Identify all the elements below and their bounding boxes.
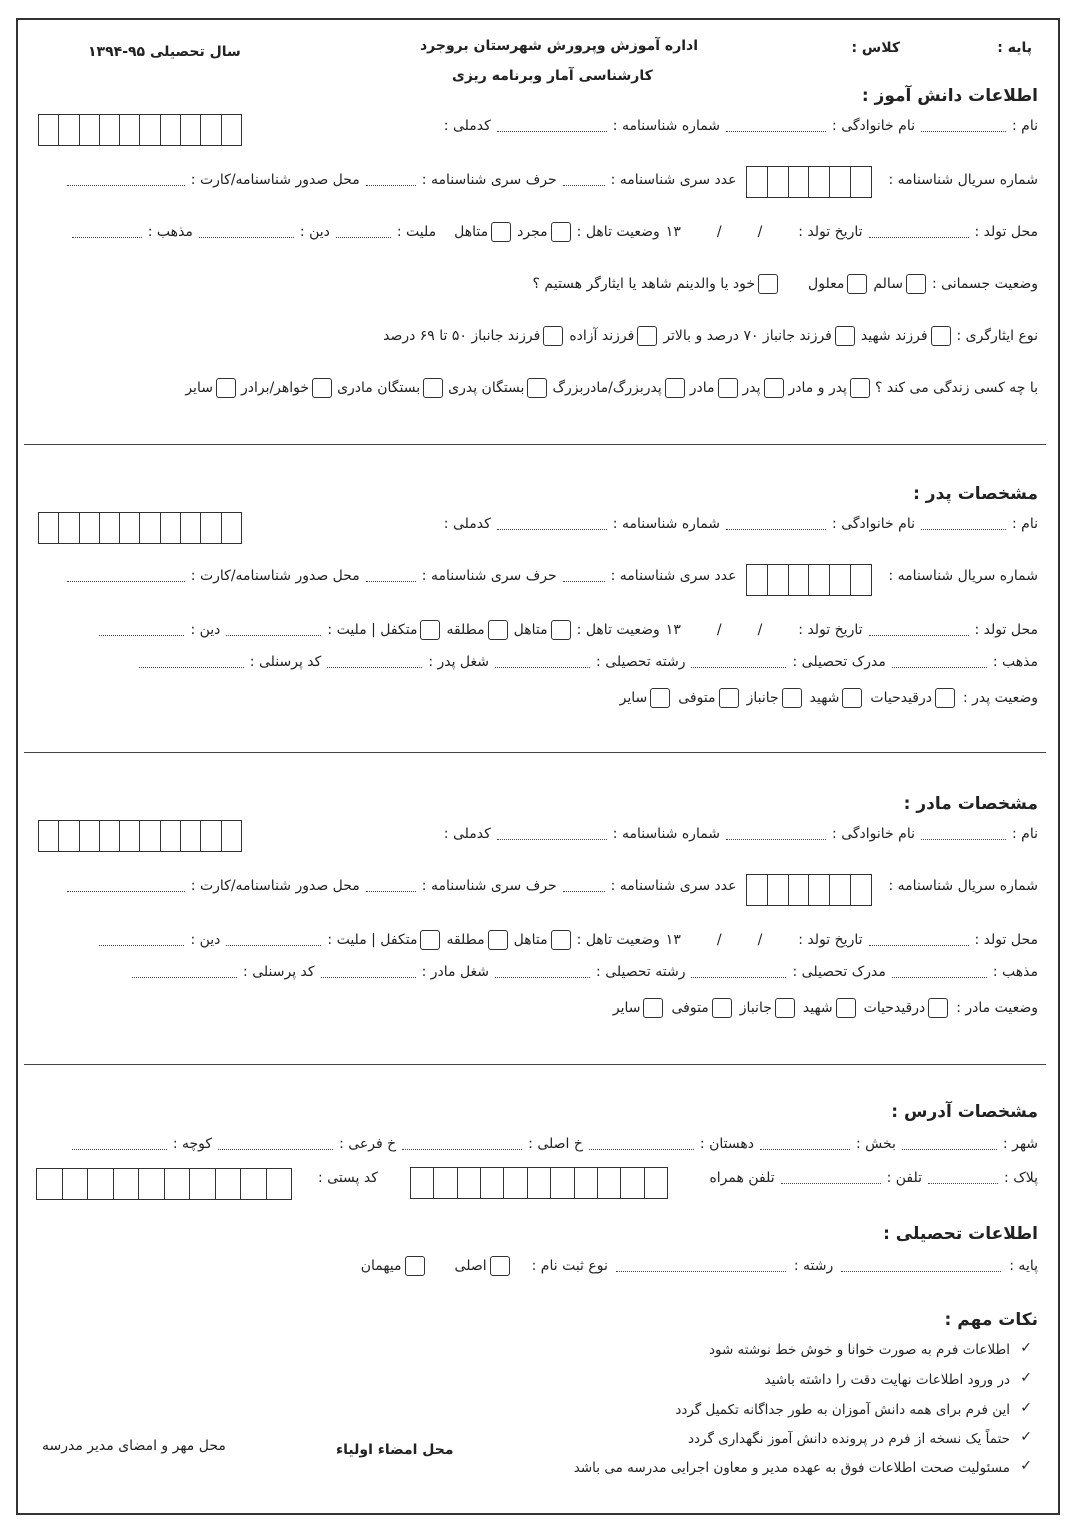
student-row-physical: [533, 274, 1038, 294]
mother-field-field[interactable]: [495, 967, 590, 978]
name-label: نام :: [1012, 826, 1038, 842]
lives-1-label: پدر و مادر: [788, 380, 847, 396]
lives-3-label: مادر: [689, 380, 715, 396]
veteran-label: جانباز: [746, 690, 779, 706]
sacrifice-4-label: فرزند جانباز ۵۰ تا ۶۹ درصد: [383, 328, 541, 344]
edu-title: اطلاعات تحصیلی :: [883, 1224, 1038, 1244]
disabled-label: معلول: [808, 276, 845, 292]
idno-label: شماره شناسنامه :: [612, 826, 721, 842]
header-dept: کارشناسی آمار وبرنامه ریزی: [452, 68, 653, 84]
address-title: مشخصات آدرس :: [891, 1102, 1038, 1122]
lives-2-checkbox[interactable]: [764, 378, 784, 398]
personnel-label: کد پرسنلی :: [249, 654, 322, 670]
year-prefix: ۱۳: [665, 932, 681, 948]
plaque-field[interactable]: [928, 1173, 998, 1184]
issue-field[interactable]: [67, 175, 185, 186]
father-serial-boxes[interactable]: [746, 564, 872, 596]
father-job-field[interactable]: [327, 657, 422, 668]
name-field[interactable]: [921, 121, 1006, 132]
family-field[interactable]: [726, 121, 826, 132]
father-divorced-checkbox[interactable]: [488, 620, 508, 640]
marital-label: وضعیت تاهل :: [576, 932, 660, 948]
sacrifice-4-checkbox[interactable]: [543, 326, 563, 346]
father-series-letter-field[interactable]: [366, 571, 416, 582]
martyr-family-label: خود یا والدینم شاهد یا ایثارگر هستیم ؟: [532, 276, 756, 292]
sacrifice-2-checkbox[interactable]: [835, 326, 855, 346]
father-married-checkbox[interactable]: [551, 620, 571, 640]
reg-main-label: اصلی: [454, 1258, 487, 1274]
field-label: رشته تحصیلی :: [596, 654, 686, 670]
father-row-birth: [99, 620, 1038, 640]
note-item: در ورود اطلاعات نهایت دقت را داشته باشید: [764, 1372, 1010, 1388]
marital-label: وضعیت تاهل :: [576, 224, 660, 240]
mother-row-birth: [99, 930, 1038, 950]
martyr-family-checkbox[interactable]: [758, 274, 778, 294]
healthy-label: سالم: [873, 276, 903, 292]
family-label: نام خانوادگی :: [832, 516, 915, 532]
note-item: حتماً یک نسخه از فرم در پرونده دانش آموز نگهداری گردد: [687, 1431, 1010, 1447]
sacrifice-3-checkbox[interactable]: [637, 326, 657, 346]
date-slash: /: [757, 224, 763, 240]
birthdate-label: تاریخ تولد :: [798, 224, 863, 240]
postal-code-boxes[interactable]: [36, 1168, 292, 1200]
plaque-label: پلاک :: [1004, 1170, 1038, 1186]
lives-6-checkbox[interactable]: [423, 378, 443, 398]
mobile-label: تلفن همراه: [709, 1170, 775, 1186]
degree-label: مدرک تحصیلی :: [792, 654, 886, 670]
phone-label: تلفن :: [886, 1170, 923, 1186]
married-label: متاهل: [454, 224, 489, 240]
series-num-field[interactable]: [563, 175, 605, 186]
mother-row-serial: [67, 878, 1038, 894]
date-slash: /: [757, 622, 763, 638]
mother-national-code-boxes[interactable]: [38, 820, 242, 852]
mother-veteran-checkbox[interactable]: [775, 998, 795, 1018]
lives-2-label: پدر: [742, 380, 761, 396]
student-title: اطلاعات دانش آموز :: [861, 86, 1038, 106]
degree-label: مدرک تحصیلی :: [792, 964, 886, 980]
reg-guest-label: میهمان: [360, 1258, 402, 1274]
divorced-label: مطلقه: [446, 932, 485, 948]
father-nationality-field[interactable]: [226, 625, 321, 636]
lives-5-checkbox[interactable]: [527, 378, 547, 398]
religion-label: دین :: [190, 932, 221, 948]
religion-label: دین :: [299, 224, 330, 240]
mother-family-field[interactable]: [726, 829, 826, 840]
married-label: متاهل: [513, 932, 548, 948]
address-row-2: [709, 1170, 1038, 1186]
student-row-lives: [185, 378, 1038, 398]
lives-8-label: سایر: [185, 380, 213, 396]
name-label: نام :: [1012, 118, 1038, 134]
mother-serial-boxes[interactable]: [746, 874, 872, 906]
alley-field[interactable]: [72, 1139, 167, 1150]
father-degree-field[interactable]: [691, 657, 786, 668]
mother-religion-field[interactable]: [99, 935, 184, 946]
mother-martyr-checkbox[interactable]: [836, 998, 856, 1018]
job-label: شغل پدر :: [428, 654, 490, 670]
header-class: کلاس :: [851, 40, 900, 56]
header-year: سال تحصیلی ۹۵-۱۳۹۴: [88, 44, 241, 60]
father-other-checkbox[interactable]: [650, 688, 670, 708]
lives-6-label: بستگان مادری: [337, 380, 421, 396]
mother-row-status: [613, 998, 1038, 1018]
series-letter-label: حرف سری شناسنامه :: [421, 878, 557, 894]
check-icon: ✓: [1020, 1370, 1032, 1386]
name-label: نام :: [1012, 516, 1038, 532]
student-row-sacrifice: [383, 326, 1038, 346]
edu-field-label: رشته :: [793, 1258, 834, 1274]
father-row-serial: [67, 568, 1038, 584]
physical-label: وضعیت جسمانی :: [931, 276, 1038, 292]
family-label: نام خانوادگی :: [832, 826, 915, 842]
divider: [24, 752, 1046, 753]
father-veteran-checkbox[interactable]: [782, 688, 802, 708]
mother-married-checkbox[interactable]: [551, 930, 571, 950]
deceased-label: متوفی: [678, 690, 716, 706]
issue-label: محل صدور شناسنامه/کارت :: [190, 878, 360, 894]
date-slash: /: [716, 622, 722, 638]
serial-label: شماره سریال شناسنامه :: [888, 172, 1038, 188]
nationality-label: ملیت :: [396, 224, 437, 240]
other-label: سایر: [619, 690, 648, 706]
veteran-label: جانباز: [739, 1000, 772, 1016]
parents-signature-label: محل امضاء اولیاء: [336, 1442, 454, 1458]
sacrifice-1-label: فرزند شهید: [860, 328, 928, 344]
rural-label: دهستان :: [699, 1136, 754, 1152]
family-label: نام خانوادگی :: [832, 118, 915, 134]
field-label: رشته تحصیلی :: [596, 964, 686, 980]
edu-grade-label: پایه :: [1009, 1258, 1038, 1274]
issue-label: محل صدور شناسنامه/کارت :: [190, 568, 360, 584]
mother-alive-checkbox[interactable]: [928, 998, 948, 1018]
phone-field[interactable]: [781, 1173, 881, 1184]
mother-divorced-checkbox[interactable]: [488, 930, 508, 950]
disabled-checkbox[interactable]: [847, 274, 867, 294]
alley-label: کوچه :: [172, 1136, 213, 1152]
birthdate-label: تاریخ تولد :: [798, 622, 863, 638]
healthy-checkbox[interactable]: [906, 274, 926, 294]
lives-1-checkbox[interactable]: [850, 378, 870, 398]
mother-degree-field[interactable]: [691, 967, 786, 978]
idno-field[interactable]: [497, 121, 607, 132]
father-issue-field[interactable]: [67, 571, 185, 582]
reg-type-label: نوع ثبت نام :: [531, 1258, 608, 1274]
birthplace-label: محل تولد :: [974, 932, 1038, 948]
student-serial-boxes[interactable]: [746, 166, 872, 198]
father-series-num-field[interactable]: [563, 571, 605, 582]
serial-label: شماره سریال شناسنامه :: [888, 878, 1038, 894]
mother-row-edu: [132, 964, 1038, 980]
divider: [24, 444, 1046, 445]
father-row-status: [620, 688, 1038, 708]
main-street-field[interactable]: [402, 1139, 522, 1150]
father-religion-field[interactable]: [99, 625, 184, 636]
check-icon: ✓: [1020, 1458, 1032, 1474]
lives-4-label: پدربزرگ/مادربزرگ: [552, 380, 662, 396]
sect-label: مذهب :: [147, 224, 193, 240]
check-icon: ✓: [1020, 1429, 1032, 1445]
check-icon: ✓: [1020, 1400, 1032, 1416]
nationality-field[interactable]: [336, 227, 391, 238]
idno-label: شماره شناسنامه :: [612, 516, 721, 532]
mother-sect-field[interactable]: [892, 967, 987, 978]
married-checkbox[interactable]: [491, 222, 511, 242]
mother-name-field[interactable]: [921, 829, 1006, 840]
student-row-serial: [67, 172, 1038, 188]
divorced-label: مطلقه: [446, 622, 485, 638]
alive-label: درقیدحیات: [870, 690, 932, 706]
mother-series-num-field[interactable]: [563, 881, 605, 892]
national-label: کدملی :: [443, 118, 491, 134]
check-icon: ✓: [1020, 1340, 1032, 1356]
address-row-1: [72, 1136, 1038, 1152]
note-item: اطلاعات فرم به صورت خوانا و خوش خط نوشته شود: [708, 1342, 1010, 1358]
student-row-birth: [72, 222, 1038, 242]
date-slash: /: [757, 932, 763, 948]
mother-title: مشخصات مادر :: [903, 794, 1038, 814]
father-alive-checkbox[interactable]: [935, 688, 955, 708]
married-label: متاهل: [513, 622, 548, 638]
single-label: مجرد: [517, 224, 548, 240]
form-border: [16, 18, 1060, 1515]
father-field-field[interactable]: [495, 657, 590, 668]
mother-deceased-checkbox[interactable]: [712, 998, 732, 1018]
note-item: مسئولیت صحت اطلاعات فوق به عهده مدیر و معاون اجرایی مدرسه می باشد: [573, 1460, 1010, 1476]
principal-signature-label: محل مهر و امضای مدیر مدرسه: [42, 1438, 226, 1454]
reg-main-checkbox[interactable]: [490, 1256, 510, 1276]
dependent-label: متکفل | ملیت :: [327, 932, 418, 948]
idno-label: شماره شناسنامه :: [612, 118, 721, 134]
serial-label: شماره سریال شناسنامه :: [888, 568, 1038, 584]
status-label: وضعیت پدر :: [963, 690, 1038, 706]
religion-field[interactable]: [199, 227, 294, 238]
sub-street-label: خ فرعی :: [339, 1136, 397, 1152]
year-prefix: ۱۳: [665, 622, 681, 638]
edu-grade-field[interactable]: [841, 1261, 1001, 1272]
lives-8-checkbox[interactable]: [216, 378, 236, 398]
national-label: کدملی :: [443, 516, 491, 532]
sacrifice-3-label: فرزند آزاده: [569, 328, 635, 344]
district-label: بخش :: [855, 1136, 896, 1152]
father-row-name: [444, 516, 1038, 532]
city-label: شهر :: [1002, 1136, 1038, 1152]
lives-3-checkbox[interactable]: [718, 378, 738, 398]
student-row-name: [444, 118, 1038, 134]
sub-street-field[interactable]: [218, 1139, 333, 1150]
lives-4-checkbox[interactable]: [665, 378, 685, 398]
series-num-label: عدد سری شناسنامه :: [610, 172, 737, 188]
edu-field-field[interactable]: [616, 1261, 786, 1272]
date-slash: /: [716, 932, 722, 948]
series-num-label: عدد سری شناسنامه :: [610, 878, 737, 894]
reg-guest-checkbox[interactable]: [405, 1256, 425, 1276]
lives-7-checkbox[interactable]: [312, 378, 332, 398]
sacrifice-1-checkbox[interactable]: [931, 326, 951, 346]
lives-label: با چه کسی زندگی می کند ؟: [874, 380, 1038, 396]
dependent-label: متکفل | ملیت :: [327, 622, 418, 638]
other-label: سایر: [612, 1000, 641, 1016]
student-national-code-boxes[interactable]: [38, 114, 242, 146]
father-national-code-boxes[interactable]: [38, 512, 242, 544]
mother-nationality-field[interactable]: [226, 935, 321, 946]
sect-field[interactable]: [72, 227, 142, 238]
mother-row-name: [444, 826, 1038, 842]
national-label: کدملی :: [443, 826, 491, 842]
mother-job-field[interactable]: [321, 967, 416, 978]
postal-label: کد پستی :: [318, 1170, 378, 1186]
job-label: شغل مادر :: [421, 964, 490, 980]
notes-title: نکات مهم :: [944, 1310, 1038, 1330]
father-row-edu: [139, 654, 1038, 670]
series-letter-label: حرف سری شناسنامه :: [421, 172, 557, 188]
mother-birthplace-field[interactable]: [869, 935, 969, 946]
father-idno-field[interactable]: [497, 519, 607, 530]
religion-label: دین :: [190, 622, 221, 638]
note-item: این فرم برای همه دانش آموزان به طور جداگانه تکمیل گردد: [675, 1402, 1010, 1418]
father-dependent-checkbox[interactable]: [420, 620, 440, 640]
father-title: مشخصات پدر :: [913, 484, 1038, 504]
mother-dependent-checkbox[interactable]: [420, 930, 440, 950]
marital-label: وضعیت تاهل :: [576, 622, 660, 638]
father-birthplace-field[interactable]: [869, 625, 969, 636]
district-field[interactable]: [760, 1139, 850, 1150]
divider: [24, 1064, 1046, 1065]
mother-idno-field[interactable]: [497, 829, 607, 840]
sect-label: مذهب :: [992, 654, 1038, 670]
date-slash: /: [716, 224, 722, 240]
father-family-field[interactable]: [726, 519, 826, 530]
mother-personnel-field[interactable]: [132, 967, 237, 978]
sacrifice-label: نوع ایثارگری :: [956, 328, 1038, 344]
martyr-label: شهید: [802, 1000, 833, 1016]
birthdate-label: تاریخ تولد :: [798, 932, 863, 948]
mother-other-checkbox[interactable]: [643, 998, 663, 1018]
lives-5-label: بستگان پدری: [448, 380, 525, 396]
birthplace-label: محل تولد :: [974, 622, 1038, 638]
series-letter-field[interactable]: [366, 175, 416, 186]
rural-field[interactable]: [589, 1139, 694, 1150]
city-field[interactable]: [902, 1139, 997, 1150]
father-martyr-checkbox[interactable]: [842, 688, 862, 708]
martyr-label: شهید: [809, 690, 840, 706]
series-letter-label: حرف سری شناسنامه :: [421, 568, 557, 584]
father-sect-field[interactable]: [892, 657, 987, 668]
issue-label: محل صدور شناسنامه/کارت :: [190, 172, 360, 188]
deceased-label: متوفی: [671, 1000, 709, 1016]
header-grade: پایه :: [997, 40, 1032, 56]
status-label: وضعیت مادر :: [956, 1000, 1038, 1016]
mobile-boxes[interactable]: [410, 1167, 668, 1199]
father-name-field[interactable]: [921, 519, 1006, 530]
header-office: اداره آموزش وپرورش شهرستان بروجرد: [420, 38, 699, 54]
main-street-label: خ اصلی :: [528, 1136, 583, 1152]
edu-row: [361, 1256, 1038, 1276]
father-deceased-checkbox[interactable]: [719, 688, 739, 708]
mother-series-letter-field[interactable]: [366, 881, 416, 892]
sacrifice-2-label: فرزند جانباز ۷۰ درصد و بالاتر: [663, 328, 832, 344]
sect-label: مذهب :: [992, 964, 1038, 980]
single-checkbox[interactable]: [551, 222, 571, 242]
mother-issue-field[interactable]: [67, 881, 185, 892]
year-prefix: ۱۳: [665, 224, 681, 240]
alive-label: درقیدحیات: [863, 1000, 926, 1016]
personnel-label: کد پرسنلی :: [243, 964, 315, 980]
lives-7-label: خواهر/برادر: [240, 380, 310, 396]
father-personnel-field[interactable]: [139, 657, 244, 668]
birthplace-label: محل تولد :: [974, 224, 1038, 240]
birthplace-field[interactable]: [869, 227, 969, 238]
series-num-label: عدد سری شناسنامه :: [610, 568, 737, 584]
